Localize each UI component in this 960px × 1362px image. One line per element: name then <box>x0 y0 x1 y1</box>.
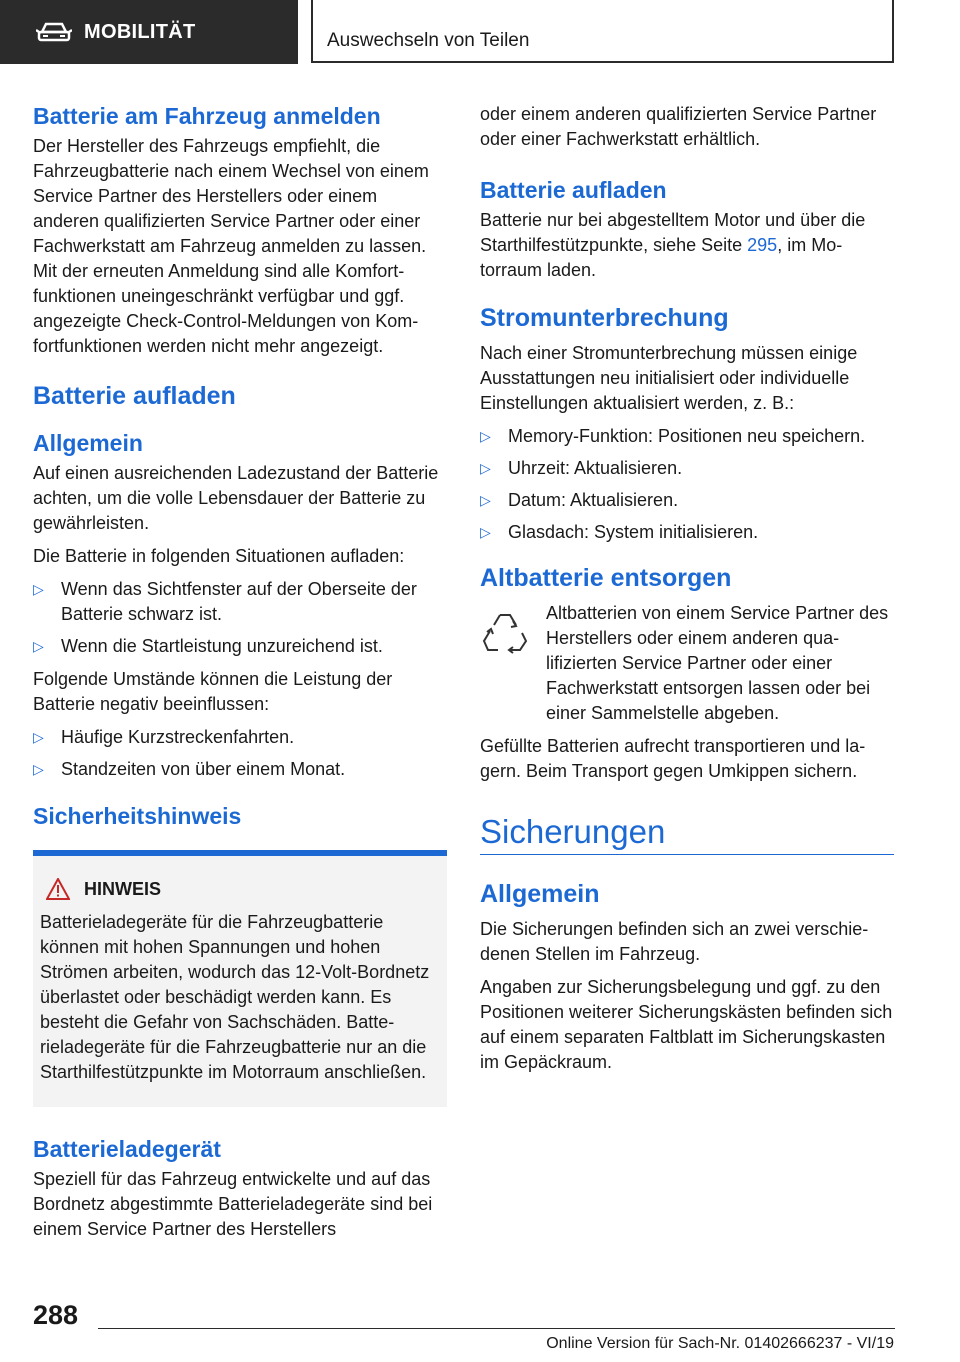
list-item: ▷ Häufige Kurzstreckenfahrten. <box>33 725 447 750</box>
list-item: ▷ Datum: Aktualisieren. <box>480 488 894 513</box>
header-section-tab <box>0 0 298 64</box>
car-icon <box>36 20 72 44</box>
heading-charge-right: Batterie aufladen <box>480 177 667 203</box>
page-link[interactable]: 295 <box>747 235 778 255</box>
paragraph-dispose-2: Gefüllte Batterien aufrecht transportieren und lagern. Beim Transport gegen Umkippen sichern. <box>480 736 866 781</box>
paragraph-factors-intro: Folgende Umstände können die Leistung der Batterie negativ beeinflussen: <box>33 669 393 714</box>
bullet-triangle-icon: ▷ <box>33 581 44 597</box>
list-interrupt <box>480 424 894 545</box>
list-item: ▷ Memory-Funktion: Positionen neu speichern. <box>480 424 894 449</box>
footer-online-version: Online Version für Sach-Nr. 01402666237 - VI/19 <box>546 1335 894 1352</box>
paragraph-register: Der Hersteller des Fahrzeugs empfiehlt, die Fahrzeugbatterie nach einem Wechsel von einem Service Partner des Herstellers oder einem anderen qualifizierten Service Partner oder einer Fachwerkstatt am Fahrzeug anmelden zu lassen. Mit der erneuten Anmeldung sind alle Komfortfunktionen uneingeschränkt verfügbar und ggf. angezeigte Check-Control-Meldungen von Komfortfunktionen werden nicht mehr angezeigt. <box>33 136 429 356</box>
paragraph-interrupt: Nach einer Stromunterbrechung müssen einige Ausstattungen neu initialisiert oder individuelle Einstellungen aktualisiert werden, z. B.: <box>480 343 858 413</box>
warning-triangle-icon <box>46 878 70 900</box>
heading-fuses: Sicherungen <box>480 813 666 850</box>
section-title: MOBILITÄT <box>84 20 196 43</box>
heading-general: Allgemein <box>33 430 143 456</box>
chapter-heading-fuses <box>480 812 894 855</box>
bullet-triangle-icon: ▷ <box>480 524 491 540</box>
paragraph-situations-intro: Die Batterie in folgenden Situationen aufladen: <box>33 546 405 566</box>
hint-text: Batterieladegeräte für die Fahrzeugbatterie können mit hohen Spannungen und hohen Strömen arbeiten, wodurch das 12-Volt-Bordnetz überlastet oder beschädigt werden kann. Es besteht die Gefahr von Sachschäden. Batterieladegeräte für die Fahrzeugbatterie nur an die Starthilfestützpunkte im Motorraum anschließen. <box>40 912 430 1082</box>
bullet-triangle-icon: ▷ <box>480 492 491 508</box>
list-item: ▷ Uhrzeit: Aktualisieren. <box>480 456 894 481</box>
list-situations <box>33 577 447 659</box>
paragraph-dispose: Altbatterien von einem Service Partner des Herstellers oder einem anderen qualifizierten Service Partner oder einer Fachwerkstatt entsorgen lassen oder bei einer Sammelstelle abgeben. <box>546 603 889 723</box>
paragraph-general: Auf einen ausreichenden Ladezustand der Batterie achten, um die volle Lebensdauer der Batterie zu gewährleisten. <box>33 463 439 533</box>
footer-divider <box>98 1328 895 1329</box>
hint-title: HINWEIS <box>84 878 162 899</box>
recycle-icon <box>480 607 530 657</box>
hint-header <box>40 878 439 900</box>
page-number: 288 <box>33 1300 79 1330</box>
heading-charger: Batterieladegerät <box>33 1136 221 1162</box>
heading-charge: Batterie aufladen <box>33 382 236 410</box>
paragraph-charger: Speziell für das Fahrzeug entwickelte und auf das Bordnetz abgestimmte Batterieladegeräte sind bei einem Service Partner des Herstellers <box>33 1169 433 1239</box>
paragraph-charge-right: Batterie nur bei abgestelltem Motor und über die Starthilfestützpunkte, siehe Seite 295, im Motorraum laden. <box>480 210 866 280</box>
dispose-block <box>480 601 894 726</box>
paragraph-charger-cont: oder einem anderen qualifizierten Service Partner oder einer Fachwerkstatt erhältlich. <box>480 104 877 149</box>
heading-safety: Sicherheitshinweis <box>33 803 242 829</box>
bullet-triangle-icon: ▷ <box>33 729 44 745</box>
heading-fuses-general: Allgemein <box>480 880 600 908</box>
heading-interrupt: Stromunterbrechung <box>480 304 729 332</box>
chapter-title: Auswechseln von Teilen <box>327 30 530 51</box>
paragraph-fuses-1: Die Sicherungen befinden sich an zwei verschiedenen Stellen im Fahrzeug. <box>480 919 869 964</box>
bullet-triangle-icon: ▷ <box>480 460 491 476</box>
hint-box <box>33 850 447 1107</box>
chapter-header <box>311 0 894 63</box>
paragraph-fuses-2: Angaben zur Sicherungsbelegung und ggf. zu den Positionen weiterer Sicherungskästen befinden sich auf einem separaten Faltblatt im Sicherungskasten im Gepäckraum. <box>480 977 893 1072</box>
heading-dispose: Altbatterie entsorgen <box>480 564 732 592</box>
list-item: ▷ Standzeiten von über einem Monat. <box>33 757 447 782</box>
bullet-triangle-icon: ▷ <box>33 761 44 777</box>
list-item: ▷ Wenn das Sichtfenster auf der Oberseite der Batterie schwarz ist. <box>33 579 417 624</box>
bullet-triangle-icon: ▷ <box>480 428 491 444</box>
heading-register: Batterie am Fahrzeug anmelden <box>33 103 381 129</box>
list-item: ▷ Glasdach: System initialisieren. <box>480 520 894 545</box>
list-item: ▷ Wenn die Startleistung unzureichend ist. <box>33 634 447 659</box>
bullet-triangle-icon: ▷ <box>33 638 44 654</box>
left-column <box>33 102 447 1250</box>
right-column <box>480 102 894 1083</box>
list-factors <box>33 725 447 782</box>
